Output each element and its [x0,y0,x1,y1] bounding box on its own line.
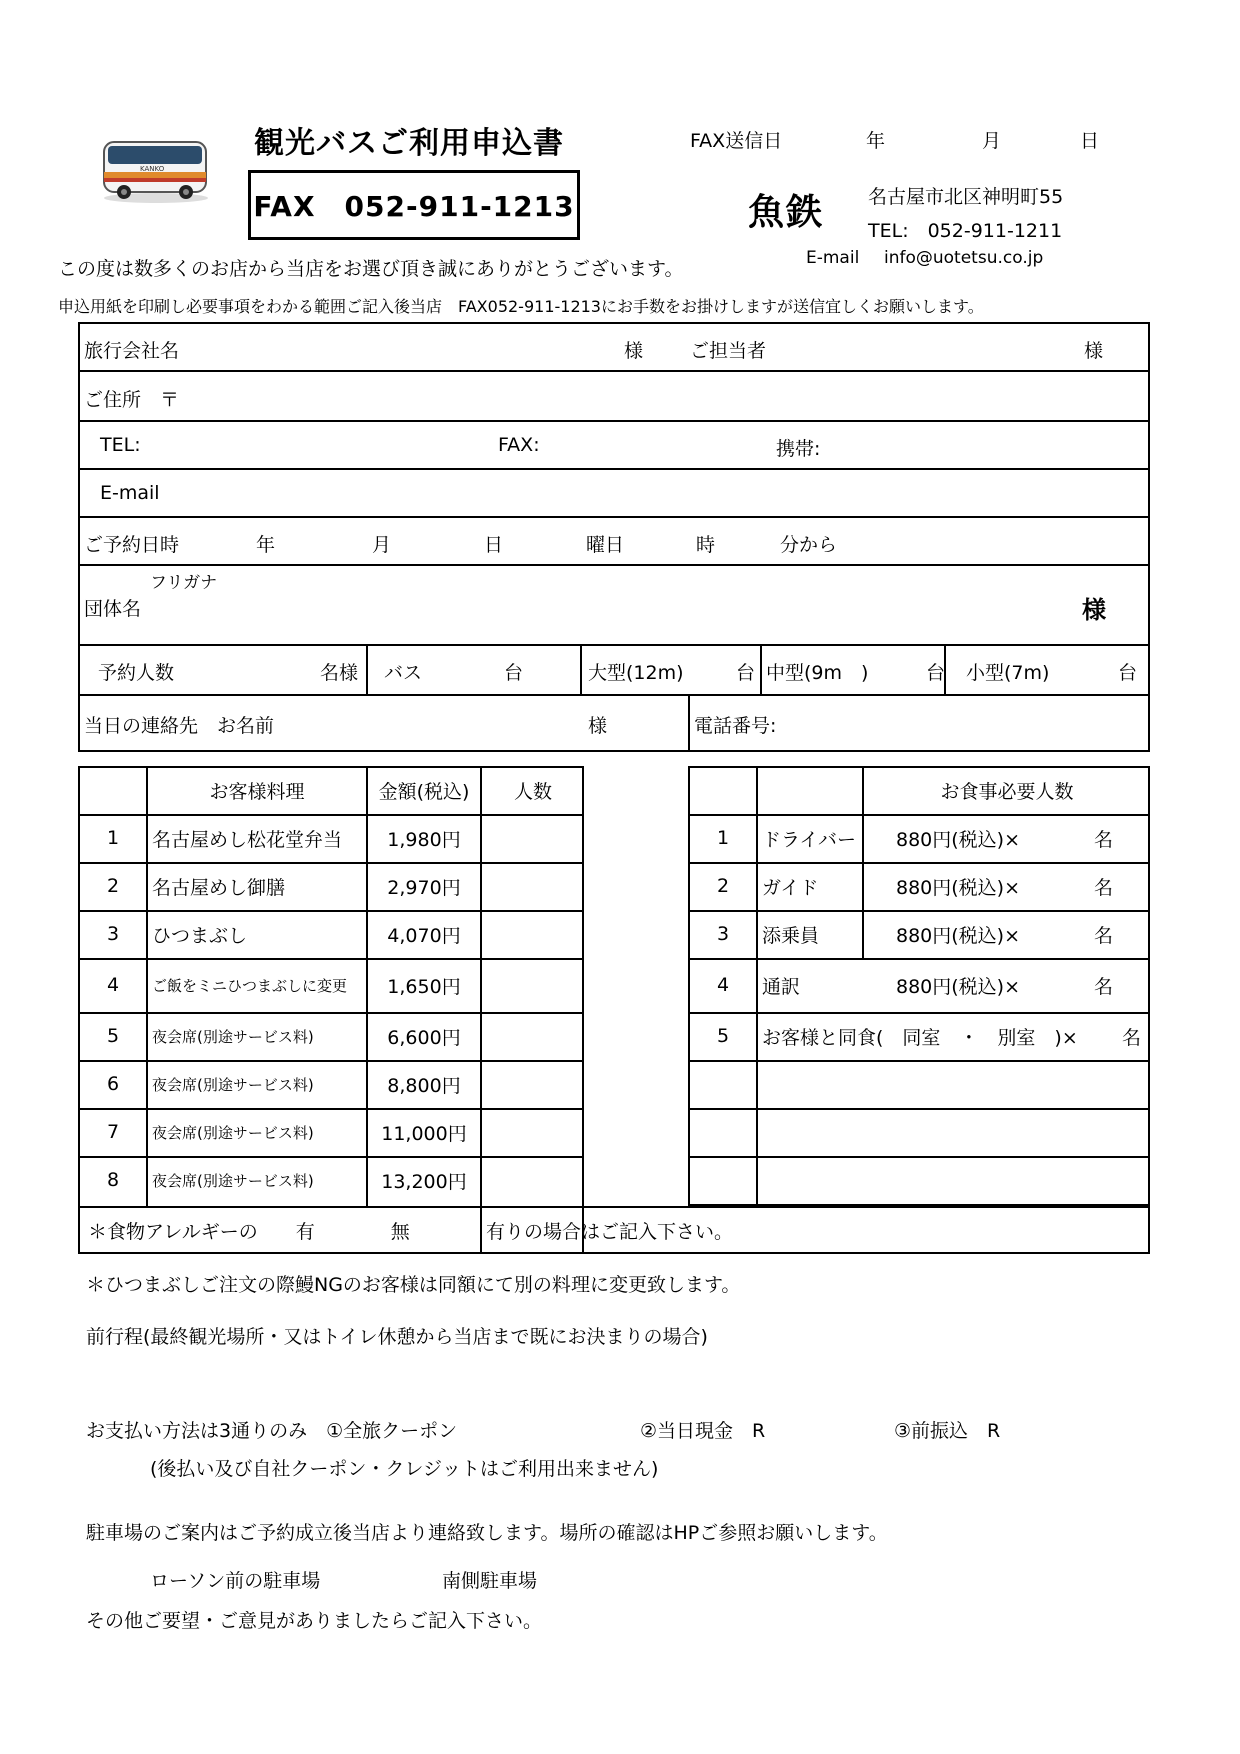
bus-label: バス [384,662,423,684]
meal-row-price: 880円(税込)× [896,924,1021,947]
menu-row-item: 夜会席(別途サービス料) [152,1123,314,1142]
menu-row-item: 名古屋めし御膳 [152,876,286,899]
menu-row-price: 1,650円 [387,975,461,998]
menu-row-no: 6 [106,1073,120,1095]
itinerary-note: 前行程(最終観光場所・又はトイレ休憩から当店まで既にお決まりの場合) [86,1326,708,1348]
menu-row-item: ひつまぶし [152,924,248,947]
shop-email: info@uotetsu.co.jp [884,248,1044,268]
menu-row-price: 8,800円 [387,1074,461,1097]
reservation-hour: 時 [696,534,716,556]
meal-row-unit: 名 [1094,828,1114,851]
bus-illustration [100,136,212,204]
large-bus-label: 大型(12m) [588,662,684,684]
hitsumabushi-note: ＊ひつまぶしご注文の際鰻NGのお客様は同額にて別の料理に変更致します。 [86,1274,741,1296]
instruction-text: 申込用紙を印刷し必要事項をわかる範囲ご記入後当店 FAX052-911-1213にお手数をお掛けしますが送信宜しくお願いします。 [58,297,984,316]
fax-label: FAX: [498,434,540,456]
meal-row-role: 通訳 [762,975,801,998]
menu-row-price: 4,070円 [387,924,461,947]
contact-sama: 様 [588,715,608,737]
menu-row-price: 6,600円 [387,1026,461,1049]
menu-row-price: 2,970円 [387,876,461,899]
shop-address: 名古屋市北区神明町55 [868,186,1064,208]
menu-row-no: 2 [106,875,120,897]
meal-row-no: 2 [716,875,730,897]
menu-row-no: 1 [106,827,120,849]
parking-option-2: 南側駐車場 [442,1570,538,1592]
meal-row-no: 4 [716,974,730,996]
meal-row-no: 3 [716,923,730,945]
reservation-month: 月 [372,534,392,556]
payment-option-2: ②当日現金 R [640,1420,766,1442]
menu-row-item: 夜会席(別途サービス料) [152,1171,314,1190]
meal-row-5-text: お客様と同食( 同室 ・ 別室 )× [762,1026,1078,1049]
shop-logo: 魚鉄 [748,191,825,233]
meal-row-unit: 名 [1094,924,1114,947]
meal-row-price: 880円(税込)× [896,876,1021,899]
person-sama: 様 [1084,340,1104,362]
fax-date-year: 年 [866,130,886,152]
meal-row-role: ガイド [762,876,819,899]
page-title: 観光バスご利用申込書 [254,126,564,161]
payment-text: お支払い方法は3通りのみ ①全旅クーポン [86,1420,458,1442]
menu-row-price: 11,000円 [381,1122,467,1145]
menu-row-price: 1,980円 [387,828,461,851]
group-label: 団体名 [84,598,142,620]
person-label: ご担当者 [690,340,767,362]
menu-row-no: 5 [106,1025,120,1047]
other-requests: その他ご要望・ご意見がありましたらご記入下さい。 [86,1610,543,1632]
bus-sign-text: KANKO [140,165,165,173]
meal-row-price: 880円(税込)× [896,975,1021,998]
menu-row-no: 8 [106,1169,120,1191]
fax-date-day: 日 [1080,130,1100,152]
tel-label: TEL: [100,434,141,456]
reservation-label: ご予約日時 [84,534,180,556]
menu-row-no: 4 [106,974,120,996]
payment-note: (後払い及び自社クーポン・クレジットはご利用出来ません) [150,1458,659,1480]
meal-row-5-no: 5 [716,1025,730,1047]
bus-unit: 台 [504,662,524,684]
large-bus-unit: 台 [736,662,756,684]
meals-header: お食事必要人数 [940,780,1074,803]
people-unit: 名様 [320,662,359,684]
allergy-note: 有りの場合はご記入下さい。 [486,1220,734,1243]
menu-header-count: 人数 [513,780,552,803]
fax-date-month: 月 [982,130,1002,152]
reservation-year: 年 [256,534,276,556]
small-bus-unit: 台 [1118,662,1138,684]
menu-header-price: 金額(税込) [378,780,470,803]
fax-number: FAX 052-911-1213 [253,190,575,223]
menu-row-no: 7 [106,1121,120,1143]
parking-option-1: ローソン前の駐車場 [150,1570,321,1592]
menu-row-price: 13,200円 [381,1170,467,1193]
reservation-from: 分から [780,534,838,556]
people-label: 予約人数 [98,662,175,684]
shop-email-label: E-mail [806,248,860,268]
email-label: E-mail [100,482,160,504]
menu-row-item: ご飯をミニひつまぶしに変更 [152,976,348,995]
medium-bus-label: 中型(9m ) [766,662,869,684]
medium-bus-unit: 台 [926,662,946,684]
menu-row-no: 3 [106,923,120,945]
furigana-label: フリガナ [150,573,218,593]
meal-row-role: ドライバー [762,828,857,851]
contact-label: 当日の連絡先 お名前 [84,715,275,737]
menu-row-item: 名古屋めし松花堂弁当 [152,828,343,851]
group-sama: 様 [1082,596,1106,624]
meal-row-no: 1 [716,827,730,849]
phone-label: 電話番号: [694,715,777,737]
fax-number-box [248,170,580,240]
agency-sama: 様 [624,340,644,362]
parking-note: 駐車場のご案内はご予約成立後当店より連絡致します。場所の確認はHPご参照お願いします。 [86,1522,888,1544]
small-bus-label: 小型(7m) [966,662,1050,684]
meal-row-unit: 名 [1094,975,1114,998]
allergy-label: ＊食物アレルギーの 有 無 [88,1220,410,1243]
fax-send-date-label: FAX送信日 [690,130,783,152]
greeting-text: この度は数多くのお店から当店をお選び頂き誠にありがとうございます。 [58,258,684,280]
payment-option-3: ③前振込 R [894,1420,1001,1442]
meal-row-role: 添乗員 [762,924,820,947]
mobile-label: 携帯: [776,438,821,460]
meal-row-unit: 名 [1094,876,1114,899]
meal-row-price: 880円(税込)× [896,828,1021,851]
reservation-weekday: 曜日 [586,534,625,556]
agency-label: 旅行会社名 [84,340,180,362]
address-label: ご住所 〒 [84,389,180,411]
menu-row-item: 夜会席(別途サービス料) [152,1075,314,1094]
menu-row-item: 夜会席(別途サービス料) [152,1027,314,1046]
menu-header-item: お客様料理 [209,780,305,803]
meal-row-5-unit: 名 [1122,1026,1142,1049]
shop-tel: TEL: 052-911-1211 [868,220,1063,242]
reservation-day: 日 [484,534,504,556]
